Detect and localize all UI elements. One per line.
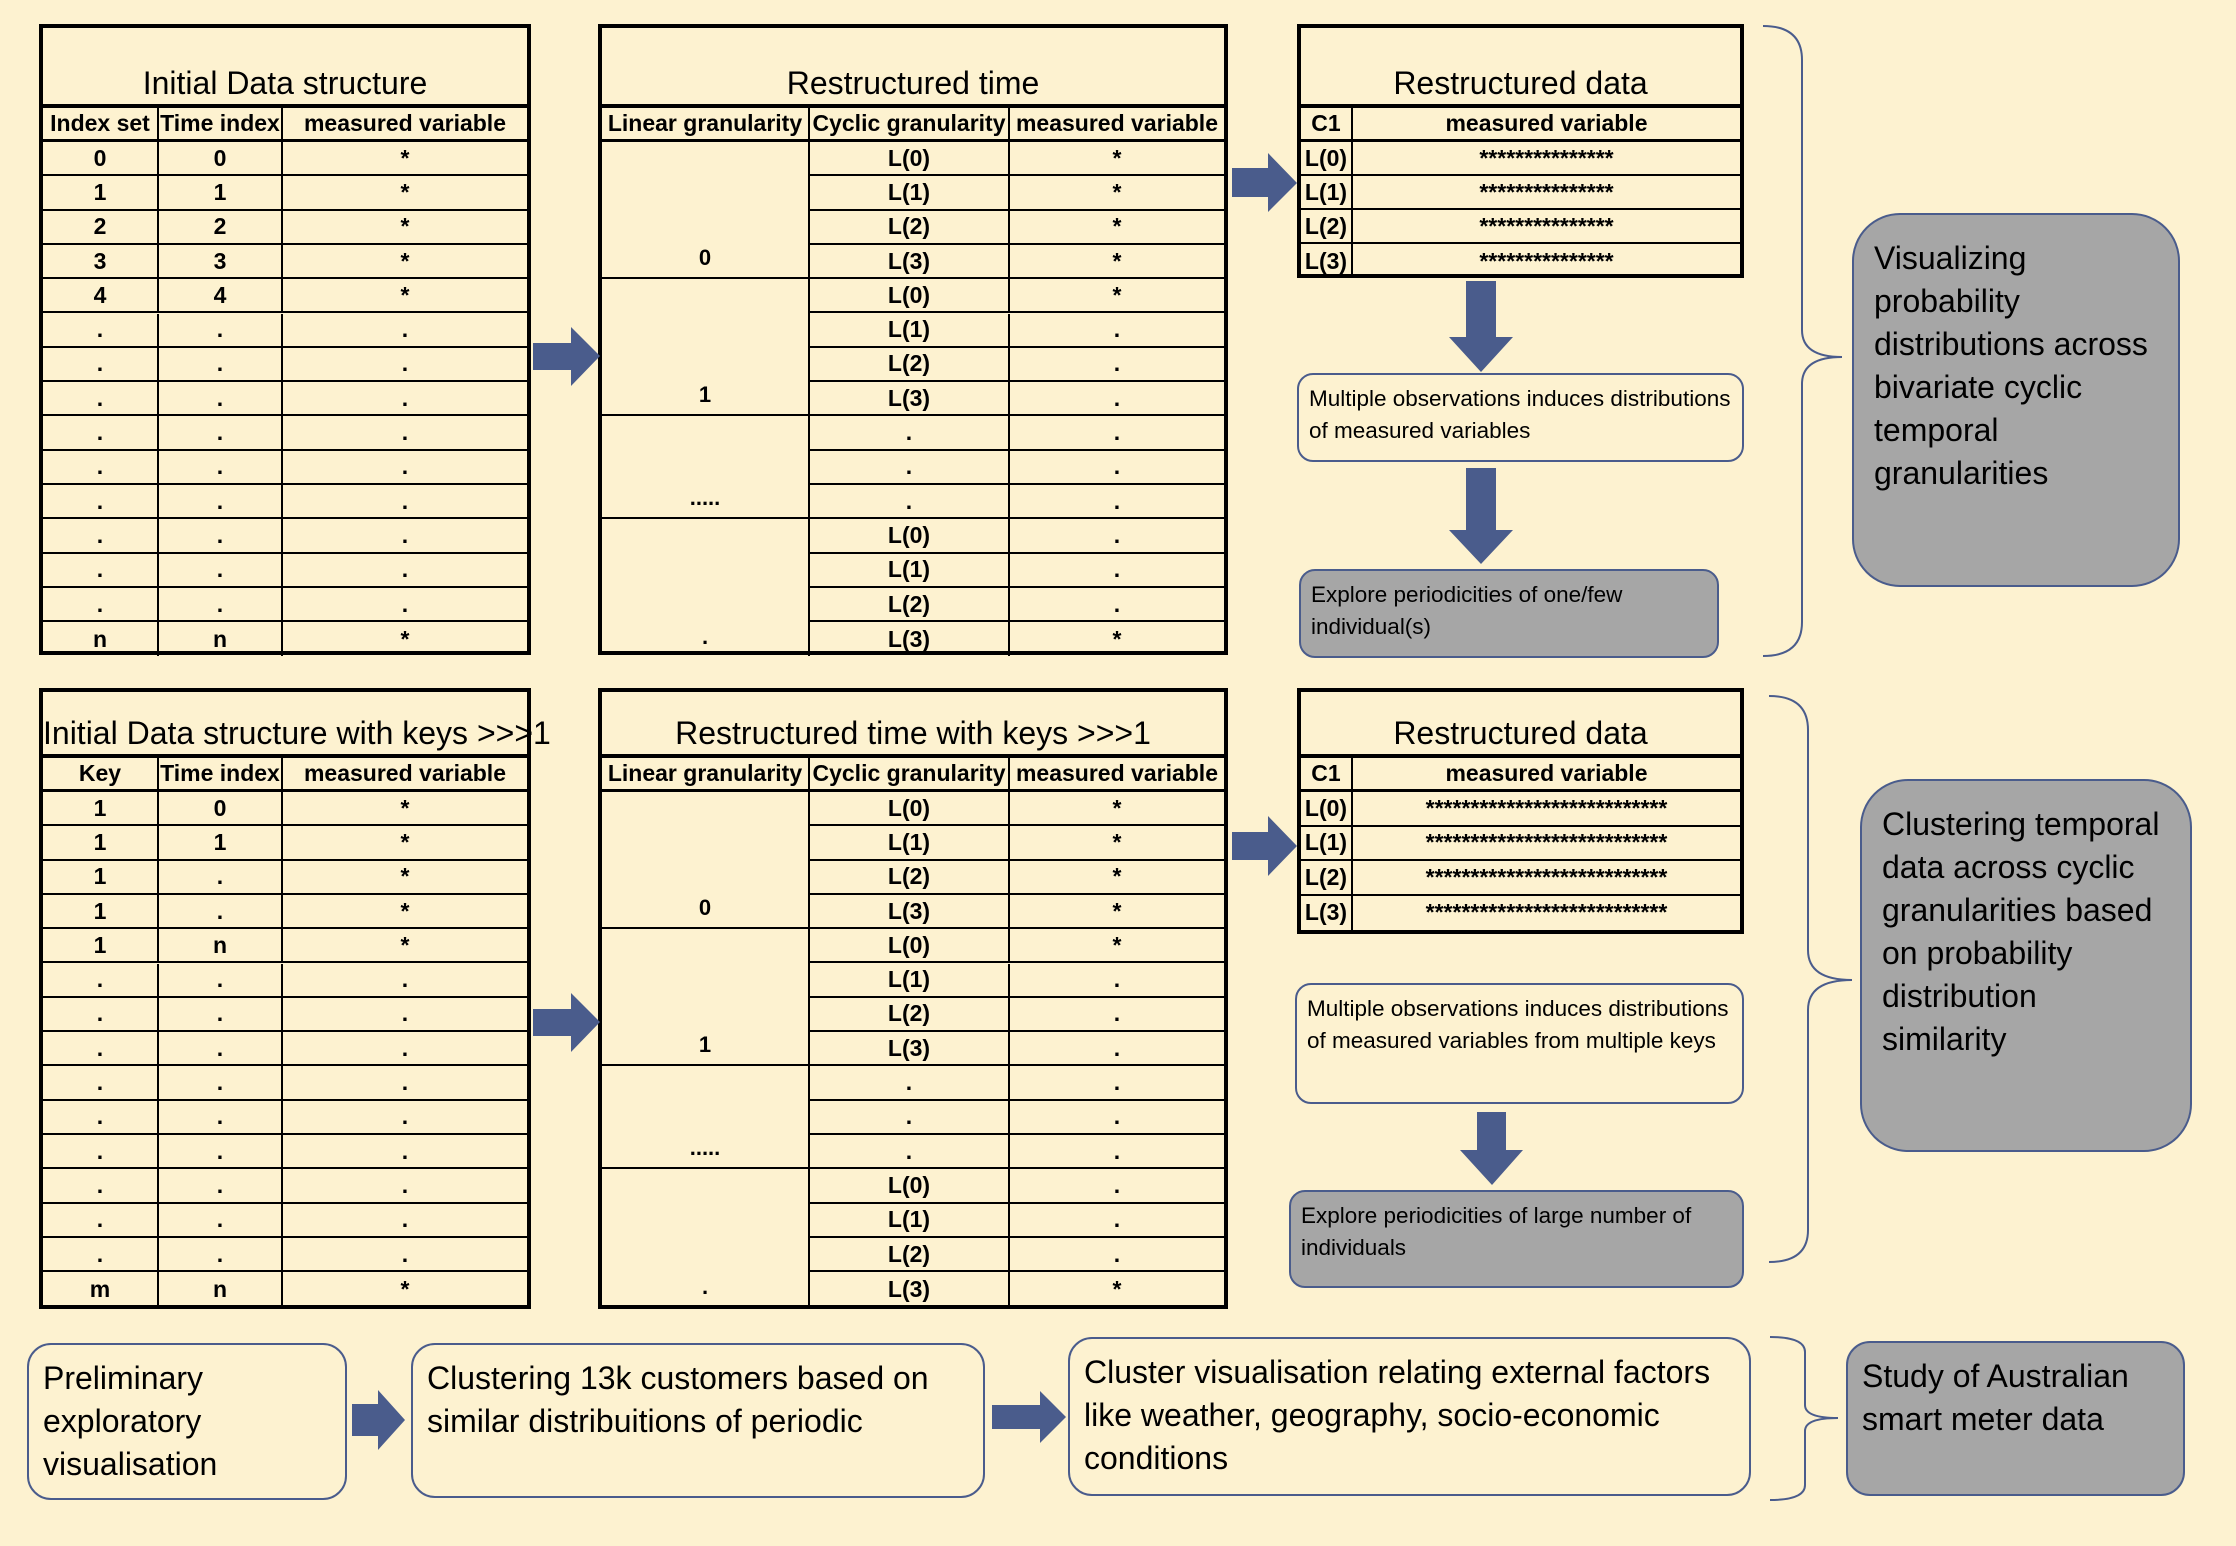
table-cell: . — [159, 1169, 283, 1201]
table-cell: 4 — [159, 279, 283, 311]
table-cell: L(1) — [810, 176, 1010, 208]
table-cell: . — [810, 451, 1010, 483]
column-header: measured variable — [303, 760, 506, 786]
table-cell: L(2) — [810, 588, 1010, 620]
table-cell: 1 — [43, 929, 159, 961]
table-cell: . — [1113, 1069, 1121, 1096]
table-cell: L(3) — [810, 895, 1010, 927]
table-cell: . — [43, 519, 159, 551]
table-title-text: Restructured data — [1393, 715, 1648, 751]
explore-few-box: Explore periodicities of one/few individual(s) — [1299, 569, 1719, 658]
table-title-text: Initial Data structure — [142, 65, 428, 101]
flow-step-preliminary: Preliminary exploratory visualisation — [27, 1343, 347, 1500]
table-cell: . — [1113, 1171, 1121, 1198]
linear-granularity-group: . — [602, 519, 810, 656]
table-cell: . — [159, 1204, 283, 1236]
table-cell: 2 — [159, 211, 283, 243]
table-cell: * — [400, 931, 410, 958]
table-cell: n — [159, 622, 283, 656]
table-cell: 1 — [43, 792, 159, 824]
table-cell: L(0) — [1301, 792, 1353, 825]
table-cell: * — [400, 794, 410, 821]
table-cell: . — [1113, 1000, 1121, 1027]
table-cell: L(0) — [810, 279, 1010, 311]
column-header: Linear granularity — [602, 108, 810, 139]
table-cell: . — [159, 519, 283, 551]
table-cell: . — [159, 964, 283, 996]
table-cell: . — [1113, 966, 1121, 993]
column-header: Index set — [43, 108, 159, 139]
table-cell: . — [43, 998, 159, 1030]
table-cell: * — [1112, 828, 1122, 855]
table-cell: . — [159, 861, 283, 893]
table-cell: 1 — [43, 895, 159, 927]
column-header: measured variable — [1445, 110, 1648, 136]
linear-granularity-group: 0 — [602, 142, 810, 279]
table-cell: L(3) — [810, 382, 1010, 414]
table-title-text: Restructured time — [786, 65, 1040, 101]
table-cell: *************** — [1479, 144, 1614, 171]
table-cell: . — [401, 1000, 409, 1027]
table-cell: . — [43, 1135, 159, 1167]
table-title-text: Initial Data structure with keys >>>1 — [43, 715, 551, 751]
table-cell: * — [400, 625, 410, 652]
table-cell: * — [1112, 213, 1122, 240]
flow-step-clustering: Clustering 13k customers based on similar distribuitions of periodic — [411, 1343, 985, 1498]
table-cell: . — [401, 1206, 409, 1233]
arrow-right-icon — [1232, 816, 1297, 876]
table-cell: L(2) — [1301, 210, 1353, 242]
column-header: Time index — [159, 758, 283, 789]
table-cell: . — [401, 1034, 409, 1061]
table-cell: L(2) — [810, 348, 1010, 380]
linear-granularity-group: 0 — [602, 792, 810, 929]
arrow-right-icon — [533, 993, 600, 1052]
table-cell: L(2) — [810, 861, 1010, 893]
arrow-right-icon — [1232, 153, 1297, 212]
table-cell: . — [401, 1137, 409, 1164]
table-cell: . — [43, 485, 159, 517]
table-cell: . — [401, 966, 409, 993]
table-cell: 1 — [43, 176, 159, 208]
column-header: Cyclic granularity — [810, 108, 1010, 139]
visualizing-distributions-box: Visualizing probability distributions across bivariate cyclic temporal granularities — [1852, 213, 2180, 587]
table-cell: . — [1113, 1137, 1121, 1164]
table-cell: . — [1113, 1206, 1121, 1233]
table-cell: 2 — [43, 211, 159, 243]
table-cell: . — [159, 998, 283, 1030]
arrow-right-icon — [992, 1391, 1066, 1443]
table-cell: L(3) — [810, 1272, 1010, 1306]
table-cell: *************************** — [1425, 829, 1668, 856]
curly-brace-icon — [1769, 696, 1852, 1262]
table-cell: L(3) — [810, 245, 1010, 277]
clustering-similarity-box: Clustering temporal data across cyclic granularities based on probability distribution similarity — [1860, 779, 2192, 1152]
table-cell: L(0) — [810, 142, 1010, 174]
table-cell: *************************** — [1425, 899, 1668, 926]
table-cell: * — [400, 144, 410, 171]
arrow-down-icon — [1449, 468, 1513, 564]
table-cell: *************** — [1479, 212, 1614, 239]
table-cell: . — [159, 1238, 283, 1270]
table-cell: . — [1113, 487, 1121, 514]
summary-study-box: Study of Australian smart meter data — [1846, 1341, 2185, 1496]
table-cell: L(3) — [810, 622, 1010, 656]
table-cell: . — [159, 554, 283, 586]
column-header: measured variable — [1445, 760, 1648, 786]
table-cell: L(2) — [1301, 861, 1353, 894]
column-header: C1 — [1301, 758, 1353, 789]
table-cell: 1 — [43, 826, 159, 858]
table-cell: . — [43, 1066, 159, 1098]
table-cell: * — [400, 1275, 410, 1302]
table-cell: 1 — [159, 176, 283, 208]
table-cell: . — [159, 382, 283, 414]
table-cell: 3 — [43, 245, 159, 277]
table-cell: . — [401, 1069, 409, 1096]
table-cell: . — [159, 485, 283, 517]
table-cell: L(2) — [810, 1238, 1010, 1270]
table-cell: . — [401, 316, 409, 343]
flow-step-cluster-visualisation: Cluster visualisation relating external factors like weather, geography, socio-economic conditions — [1068, 1337, 1751, 1496]
table-cell: L(3) — [1301, 244, 1353, 278]
table-cell: . — [1113, 350, 1121, 377]
table-cell: . — [159, 895, 283, 927]
table-cell: *************************** — [1425, 863, 1668, 890]
table-cell: . — [1113, 316, 1121, 343]
table-cell: . — [401, 1240, 409, 1267]
arrow-right-icon — [352, 1390, 405, 1450]
table-cell: 0 — [159, 792, 283, 824]
table-cell: . — [401, 1171, 409, 1198]
table-cell: . — [159, 314, 283, 346]
column-header: Cyclic granularity — [810, 758, 1010, 789]
table-cell: * — [400, 828, 410, 855]
table-cell: 0 — [159, 142, 283, 174]
table-cell: 1 — [159, 826, 283, 858]
table-title-text: Restructured data — [1393, 65, 1648, 101]
table-cell: . — [401, 453, 409, 480]
table-cell: . — [1113, 384, 1121, 411]
linear-granularity-group: 1 — [602, 279, 810, 416]
table-cell: L(1) — [810, 554, 1010, 586]
table-cell: L(3) — [810, 1032, 1010, 1064]
table-cell: * — [400, 247, 410, 274]
table-cell: * — [400, 863, 410, 890]
table-cell: 3 — [159, 245, 283, 277]
table-cell: * — [1112, 144, 1122, 171]
table-cell: . — [43, 382, 159, 414]
column-header: C1 — [1301, 108, 1353, 139]
table-cell: . — [159, 1032, 283, 1064]
table-cell: . — [810, 1101, 1010, 1133]
table-cell: . — [43, 554, 159, 586]
table-cell: L(0) — [810, 1169, 1010, 1201]
table-cell: . — [159, 588, 283, 620]
column-header: measured variable — [1015, 760, 1218, 786]
table-cell: n — [43, 622, 159, 656]
table-cell: . — [1113, 590, 1121, 617]
table-cell: . — [43, 1238, 159, 1270]
table-cell: L(0) — [1301, 142, 1353, 174]
table-cell: L(2) — [810, 211, 1010, 243]
table-cell: . — [1113, 453, 1121, 480]
table-cell: L(1) — [810, 964, 1010, 996]
table-cell: * — [1112, 931, 1122, 958]
table-cell: * — [400, 178, 410, 205]
table-cell: 0 — [43, 142, 159, 174]
table-cell: n — [159, 929, 283, 961]
table-cell: L(1) — [1301, 176, 1353, 208]
table-cell: . — [1113, 556, 1121, 583]
table-cell: *************** — [1479, 178, 1614, 205]
explore-many-box: Explore periodicities of large number of individuals — [1289, 1190, 1744, 1288]
table-cell: . — [401, 590, 409, 617]
table-cell: . — [159, 451, 283, 483]
table-cell: . — [401, 556, 409, 583]
table-cell: . — [810, 485, 1010, 517]
table-cell: L(1) — [810, 1204, 1010, 1236]
table-cell: . — [43, 416, 159, 448]
table-cell: * — [1112, 281, 1122, 308]
table-cell: * — [1112, 897, 1122, 924]
column-header: Linear granularity — [602, 758, 810, 789]
linear-granularity-group: ..... — [602, 416, 810, 519]
table-cell: . — [1113, 1240, 1121, 1267]
table-cell: . — [810, 416, 1010, 448]
table-cell: . — [159, 1101, 283, 1133]
table-cell: * — [1112, 1275, 1122, 1302]
table-cell: *************** — [1479, 247, 1614, 274]
table-cell: L(2) — [810, 998, 1010, 1030]
table-cell: L(1) — [810, 314, 1010, 346]
table-cell: * — [1112, 794, 1122, 821]
table-title-text: Restructured time with keys >>>1 — [675, 715, 1151, 751]
table-cell: L(0) — [810, 792, 1010, 824]
table-cell: . — [401, 521, 409, 548]
arrow-down-icon — [1449, 281, 1513, 372]
table-cell: . — [43, 588, 159, 620]
table-cell: . — [1113, 521, 1121, 548]
table-cell: L(1) — [810, 826, 1010, 858]
table-cell: m — [43, 1272, 159, 1306]
column-header: Key — [43, 758, 159, 789]
table-cell: . — [401, 384, 409, 411]
table-cell: . — [1113, 1034, 1121, 1061]
table-cell: L(1) — [1301, 827, 1353, 860]
table-cell: 4 — [43, 279, 159, 311]
table-cell: . — [43, 1204, 159, 1236]
table-cell: . — [401, 350, 409, 377]
table-cell: n — [159, 1272, 283, 1306]
table-cell: . — [43, 964, 159, 996]
table-cell: L(0) — [810, 519, 1010, 551]
table-cell: . — [1113, 419, 1121, 446]
column-header: Time index — [159, 108, 283, 139]
table-cell: . — [43, 451, 159, 483]
table-cell: . — [401, 419, 409, 446]
curly-brace-icon — [1770, 1337, 1838, 1500]
table-cell: * — [400, 281, 410, 308]
table-cell: * — [400, 897, 410, 924]
linear-granularity-group: ..... — [602, 1066, 810, 1169]
column-header: measured variable — [1015, 110, 1218, 136]
table-cell: . — [43, 314, 159, 346]
column-header: measured variable — [303, 110, 506, 136]
observations-keys-box: Multiple observations induces distributions of measured variables from multiple keys — [1295, 983, 1744, 1104]
table-cell: . — [1113, 1103, 1121, 1130]
table-cell: . — [401, 1103, 409, 1130]
table-cell: . — [43, 1169, 159, 1201]
curly-brace-icon — [1763, 26, 1842, 656]
table-cell: L(0) — [810, 929, 1010, 961]
arrow-right-icon — [533, 327, 600, 386]
table-cell: . — [43, 1032, 159, 1064]
linear-granularity-group: 1 — [602, 929, 810, 1066]
observations-box: Multiple observations induces distributions of measured variables — [1297, 373, 1744, 462]
table-cell: . — [810, 1066, 1010, 1098]
table-cell: L(3) — [1301, 896, 1353, 931]
table-cell: 1 — [43, 861, 159, 893]
table-cell: * — [400, 213, 410, 240]
table-cell: . — [159, 1135, 283, 1167]
table-cell: * — [1112, 625, 1122, 652]
table-cell: . — [810, 1135, 1010, 1167]
table-cell: * — [1112, 863, 1122, 890]
table-cell: * — [1112, 247, 1122, 274]
table-cell: *************************** — [1425, 794, 1668, 821]
table-cell: * — [1112, 178, 1122, 205]
linear-granularity-group: . — [602, 1169, 810, 1306]
table-cell: . — [159, 416, 283, 448]
table-cell: . — [43, 348, 159, 380]
table-cell: . — [159, 348, 283, 380]
table-cell: . — [401, 487, 409, 514]
table-cell: . — [43, 1101, 159, 1133]
arrow-down-icon — [1460, 1112, 1523, 1185]
table-cell: . — [159, 1066, 283, 1098]
